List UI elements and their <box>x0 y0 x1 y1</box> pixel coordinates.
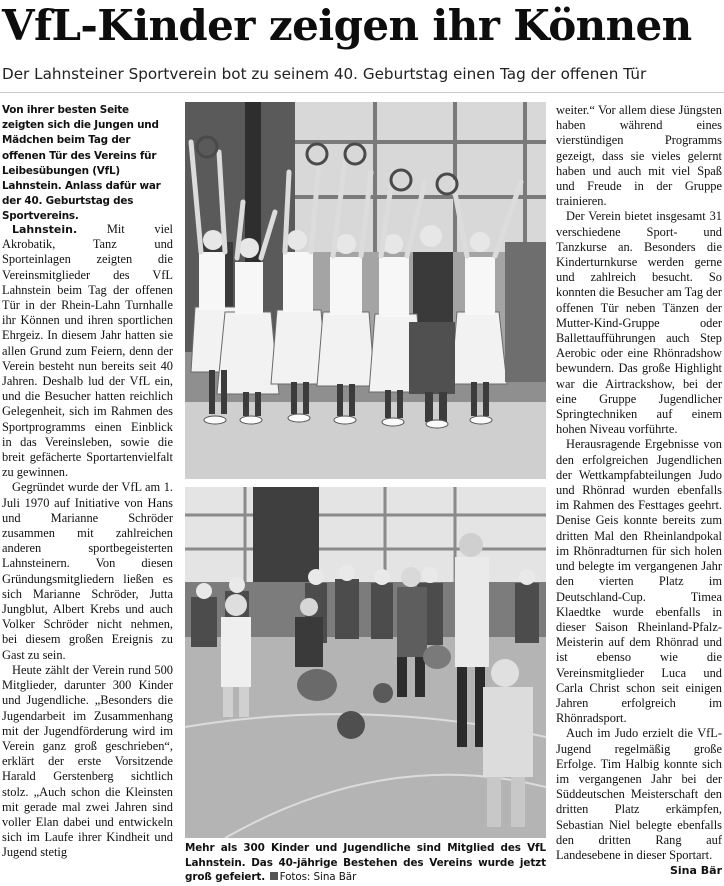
photo-caption: Mehr als 300 Kinder und Jugendliche sind Mitglied des VfL Lahnstein. Das 40-jährige Bestehen des Vereins wurde jetzt groß gefeiert. Fotos: Sina Bär <box>185 842 546 883</box>
body-paragraph: Auch im Judo erzielt die VfL-Jugend regelmäßig große Erfolge. Tim Halbig konnte sich im vergangenen Jahr bei der Süddeutschen Meisterschaft den dritten Platz erkämpfen, Sebastian Niel belegte ebenfalls den dritten Rang auf Landesebene in dieser Sportart. Sina Bär <box>556 726 722 878</box>
header-divider <box>0 92 724 93</box>
photo-dance-group <box>185 102 546 479</box>
body-paragraph: weiter.“ Vor allem diese Jüngsten haben während eines vierstündigen Programms gezeigt, dass sie vieles gelernt haben und auch mit viel Spaß und Freude in der Gruppe trainieren. <box>556 103 722 209</box>
body-paragraph: Lahnstein. Mit viel Akrobatik, Tanz und Sporteinlagen zeigten die Vereinsmitglieder des VfL Lahnstein beim Tag der offenen Tür in der Rhein-Lahn Turnhalle ihr Können und ihren sportlichen Ehrgeiz. In diesem Jahr hatten sie allen Grund zum Feiern, denn der Verein besteht nun bereits seit 40 Jahren. Deshalb lud der VfL ein, und die Besucher hatten reichlich Gelegenheit, sich im Rahmen des Sportprogramms einen Einblick in das Vereinsleben, sowie die breit gefächerte Sportartenvielfalt zu gewinnen. <box>2 222 173 480</box>
subheadline: Der Lahnsteiner Sportverein bot zu seinem 40. Geburtstag einen Tag der offenen Tür <box>2 65 647 83</box>
body-paragraph: Heute zählt der Verein rund 500 Mitglieder, darunter 300 Kinder und Jugendliche. „Besonders die Jugendarbeit im Zusammenhang mit der Jugendförderung wird im Verein ganz groß geschrieben“, erklärt der erste Vorsitzende Harald Gerstenberg sichtlich stolz. „Auch schon die Kleinsten mit gerade mal zwei Jahren sind voller Elan dabei und entwickeln sich im Laufe ihrer Kindheit und Jugend stetig <box>2 662 173 860</box>
children-playing-image <box>185 487 546 838</box>
body-column-left <box>2 222 173 861</box>
dateline-place: Lahnstein. <box>12 223 78 236</box>
body-paragraph: Der Verein bietet insgesamt 31 verschiedene Sport- und Tanzkurse an. Besonders die Kinderturnkurse werden gerne und zahlreich besucht. So konnten die Besucher am Tag der offenen Tür neben Tänzen der Mutter-Kind-Gruppe oder Ballettaufführungen auch Step Aerobic oder eine Rhönradshow bewundern. Das große Highlight war die Airtrackshow, bei der eine Gruppe Jugendlicher Springtechniken auf einem hohen Niveau vorführte. <box>556 209 722 437</box>
body-column-right <box>556 103 722 878</box>
photo-children-hall <box>185 487 546 838</box>
headline: VfL-Kinder zeigen ihr Können <box>2 1 692 50</box>
author-byline: Sina Bär <box>669 864 722 878</box>
credit-square-icon <box>270 872 278 880</box>
photo-credit: Fotos: Sina Bär <box>279 871 357 883</box>
body-paragraph: Herausragende Ergebnisse von den erfolgreichen Jugendlichen der Wettkampfabteilungen Judo und Rhönrad wurden ebenfalls im Rahmen des Festtages geehrt. Denise Geis konnte bereits zum dritten Mal den Rheinlandpokal im Rhönradturnen für sich holen und belegte im vergangenen Jahr den vierten Platz im Deutschland-Cup. Timea Klaedtke wurde ebenfalls in dieser Saison Rheinland-Pfalz-Meisterin auf dem Rhönrad und ist ebenso wie die Vereinsmitglieder Luca und Carla Christ schon seit einigen Jahren erfolgreich im Rhönradsport. <box>556 437 722 726</box>
dancing-girls-image <box>185 102 546 479</box>
body-paragraph: Gegründet wurde der VfL am 1. Juli 1970 auf Initiative von Hans und Marianne Schröder zusammen mit zahlreichen anderen sportbegeisterten Lahnsteinern. Von diesen Gründungsmitgliedern ließen es sich Marianne Schröder, Jutta Jungblut, Albert Krebs und auch Volker Schröder nicht nehmen, bei diesem großen Ereignis zu Gast zu sein. <box>2 480 173 662</box>
lead-paragraph: Von ihrer besten Seite zeigten sich die Jungen und Mädchen beim Tag der offenen Tür des Vereins für Leibesübungen (VfL) Lahnstein. Anlass dafür war der 40. Geburtstag des Sportvereins. <box>2 104 161 223</box>
